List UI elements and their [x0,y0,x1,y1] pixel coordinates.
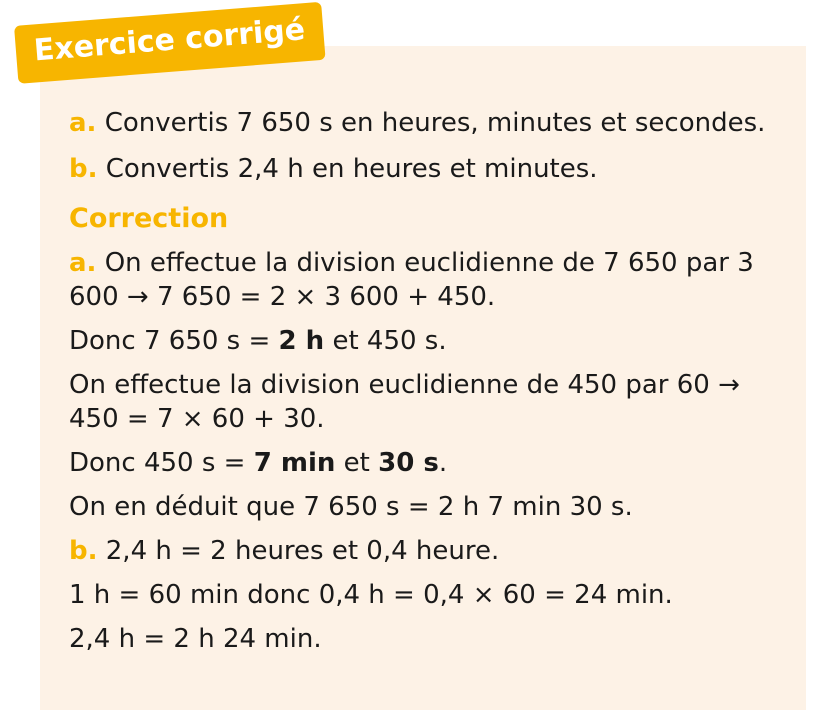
question-a [69,106,789,140]
correction-a-mark: a. [69,248,97,278]
correction-a-line4-mid: et [335,448,379,478]
question-a-mark: a. [69,108,97,138]
correction-a-line1-text: On effectue la division euclidienne de 7 650 par 3 600 → 7 650 = 2 × 3 600 + 450. [69,248,754,312]
correction-a-line3: On effectue la division euclidienne de 450 par 60 → 450 = 7 × 60 + 30. [69,370,740,434]
correction-b-line1 [69,534,789,568]
question-b [69,152,789,186]
correction-a-line2-bold: 2 h [278,326,325,356]
correction-a-line4-bold1: 7 min [253,448,336,478]
correction-b-line1-text: 2,4 h = 2 heures et 0,4 heure. [105,536,500,566]
correction-a-line2 [69,324,789,358]
question-b-text: Convertis 2,4 h en heures et minutes. [105,154,598,184]
badge-title: Exercice corrigé [32,12,307,69]
correction-a-line4-pre: Donc 450 s = [69,448,254,478]
correction-b-line2: 1 h = 60 min donc 0,4 h = 0,4 × 60 = 24 min. [69,580,673,610]
correction-b-line3: 2,4 h = 2 h 24 min. [69,624,322,654]
correction-b-mark: b. [69,536,98,566]
correction-a-line4-bold2: 30 s [378,448,439,478]
correction-a-line4 [69,446,789,480]
exercise-content [69,106,789,656]
correction-a-line1 [69,246,789,314]
correction-a-line5: On en déduit que 7 650 s = 2 h 7 min 30 s. [69,492,633,522]
correction-a-line2-pre: Donc 7 650 s = [69,326,279,356]
question-b-mark: b. [69,154,98,184]
correction-a-line2-post: et 450 s. [324,326,447,356]
correction-heading: Correction [69,203,229,234]
correction-a-line4-post: . [438,448,448,478]
question-a-text: Convertis 7 650 s en heures, minutes et secondes. [104,108,766,138]
